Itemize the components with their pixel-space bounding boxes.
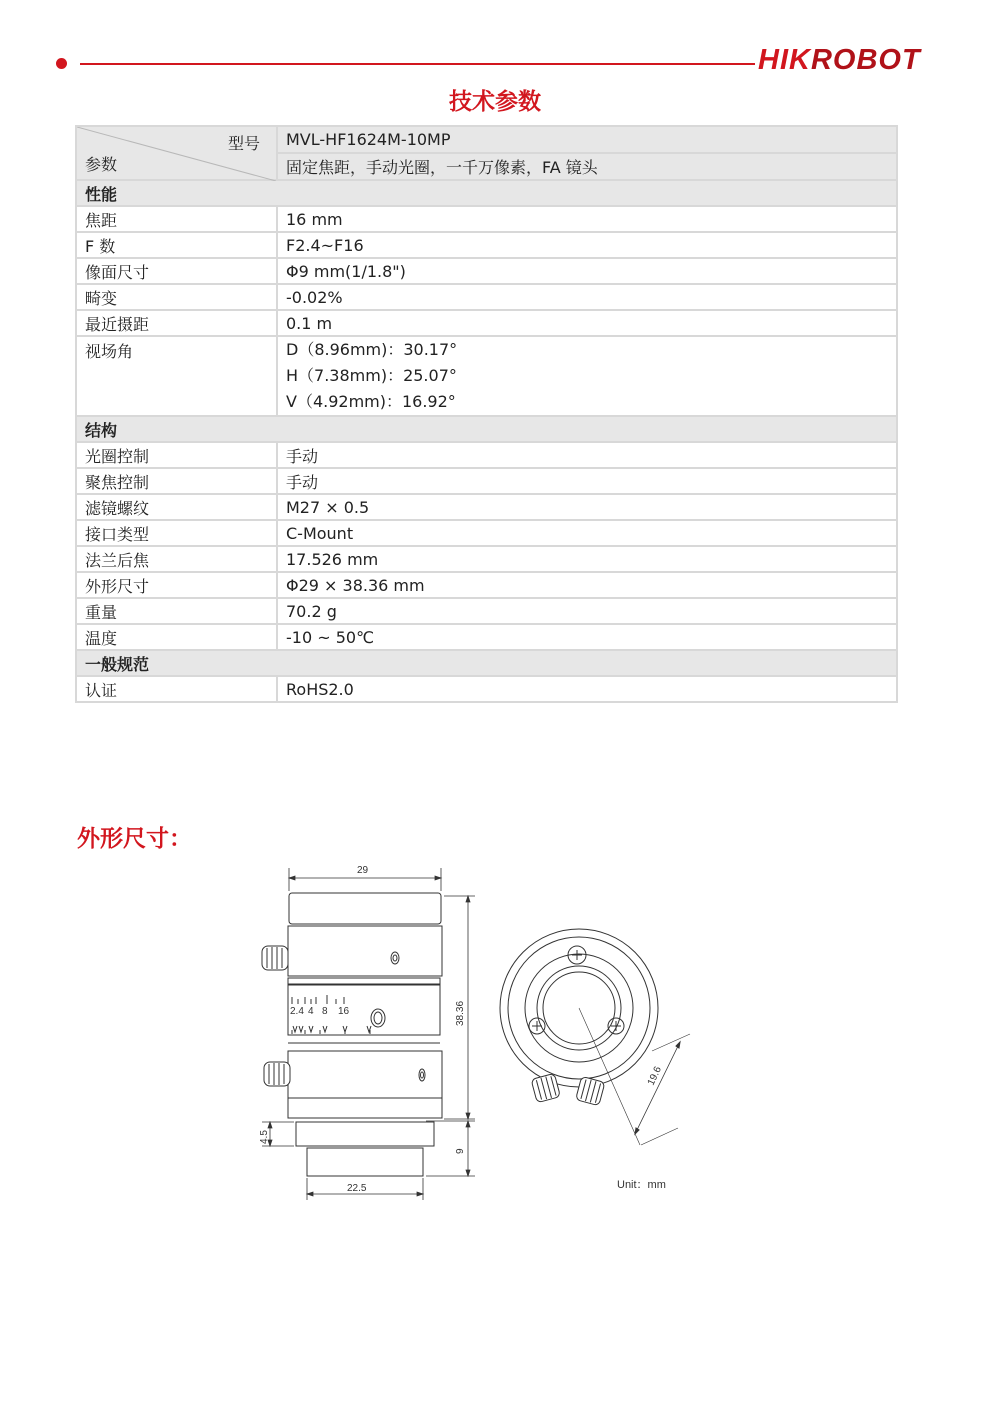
table-row [76,494,897,520]
f-mark: 2.4 [290,1006,304,1017]
row-label: 认证 [76,676,277,702]
table-row [76,676,897,702]
row-value: -0.02% [277,284,897,310]
front-view-labels [617,1065,666,1191]
table-row [76,232,897,258]
corner-cell [76,126,277,180]
table-row [76,206,897,232]
table-row [76,572,897,598]
row-label: 最近摄距 [76,310,277,336]
table-row-fov [76,336,897,416]
row-label: 法兰后焦 [76,546,277,572]
spec-table [75,125,898,703]
section-general: 一般规范 [76,650,897,676]
table-row [76,546,897,572]
fov-diagonal: D（8.96mm)：30.17° [286,340,458,359]
lens-dimension-drawing [250,858,700,1203]
dim-height: 38.36 [455,1000,466,1026]
row-label: F 数 [76,232,277,258]
fov-horizontal: H（7.38mm)：25.07° [286,366,457,385]
row-value: 手动 [277,442,897,468]
row-value: Φ29 × 38.36 mm [277,572,897,598]
row-label: 重量 [76,598,277,624]
row-value: F2.4~F16 [277,232,897,258]
section-performance: 性能 [76,180,897,206]
f-mark: 8 [322,1006,328,1017]
corner-param-label: 参数 [85,155,118,174]
row-value: 16 mm [277,206,897,232]
row-value: M27 × 0.5 [277,494,897,520]
row-value: Φ9 mm(1/1.8") [277,258,897,284]
model-value: MVL-HF1624M-10MP [277,126,897,153]
dim-thread: 9 [455,1148,466,1154]
row-label: 光圈控制 [76,442,277,468]
f-mark: 16 [338,1006,350,1017]
hikrobot-logo: HIKROBOT [758,44,921,76]
row-value: 0.1 m [277,310,897,336]
row-value: C-Mount [277,520,897,546]
corner-model-label: 型号 [227,134,260,153]
table-row [76,310,897,336]
model-description: 固定焦距，手动光圈，一千万像素，FA 镜头 [277,153,897,180]
section-structure: 结构 [76,416,897,442]
row-label: 畸变 [76,284,277,310]
row-label: 像面尺寸 [76,258,277,284]
dim-back: 4.5 [259,1130,270,1144]
table-row [76,624,897,650]
row-label: 聚焦控制 [76,468,277,494]
header-rule [80,63,755,65]
table-row [76,598,897,624]
unit-note: Unit：mm [617,1179,666,1191]
f-mark: 4 [308,1006,314,1017]
table-row [76,442,897,468]
row-label: 接口类型 [76,520,277,546]
header-dot [56,58,67,69]
page-title: 技术参数 [449,89,541,115]
table-row [76,258,897,284]
lens-side-view [262,893,442,1176]
dimensions-title: 外形尺寸： [77,826,192,852]
dim-width: 29 [357,865,369,876]
table-row [76,468,897,494]
fov-values [277,336,897,416]
row-value: 手动 [277,468,897,494]
dim-radius: 19.6 [645,1064,664,1088]
row-value: 17.526 mm [277,546,897,572]
dim-mount: 22.5 [347,1183,367,1194]
row-value: 70.2 g [277,598,897,624]
row-label: 外形尺寸 [76,572,277,598]
fov-vertical: V（4.92mm)：16.92° [286,392,456,411]
row-label: 温度 [76,624,277,650]
row-value: -10 ~ 50℃ [277,624,897,650]
row-label: 视场角 [76,336,277,416]
row-label: 滤镜螺纹 [76,494,277,520]
table-row [76,520,897,546]
lens-front-view [500,929,690,1145]
row-label: 焦距 [76,206,277,232]
row-value: RoHS2.0 [277,676,897,702]
table-row [76,284,897,310]
